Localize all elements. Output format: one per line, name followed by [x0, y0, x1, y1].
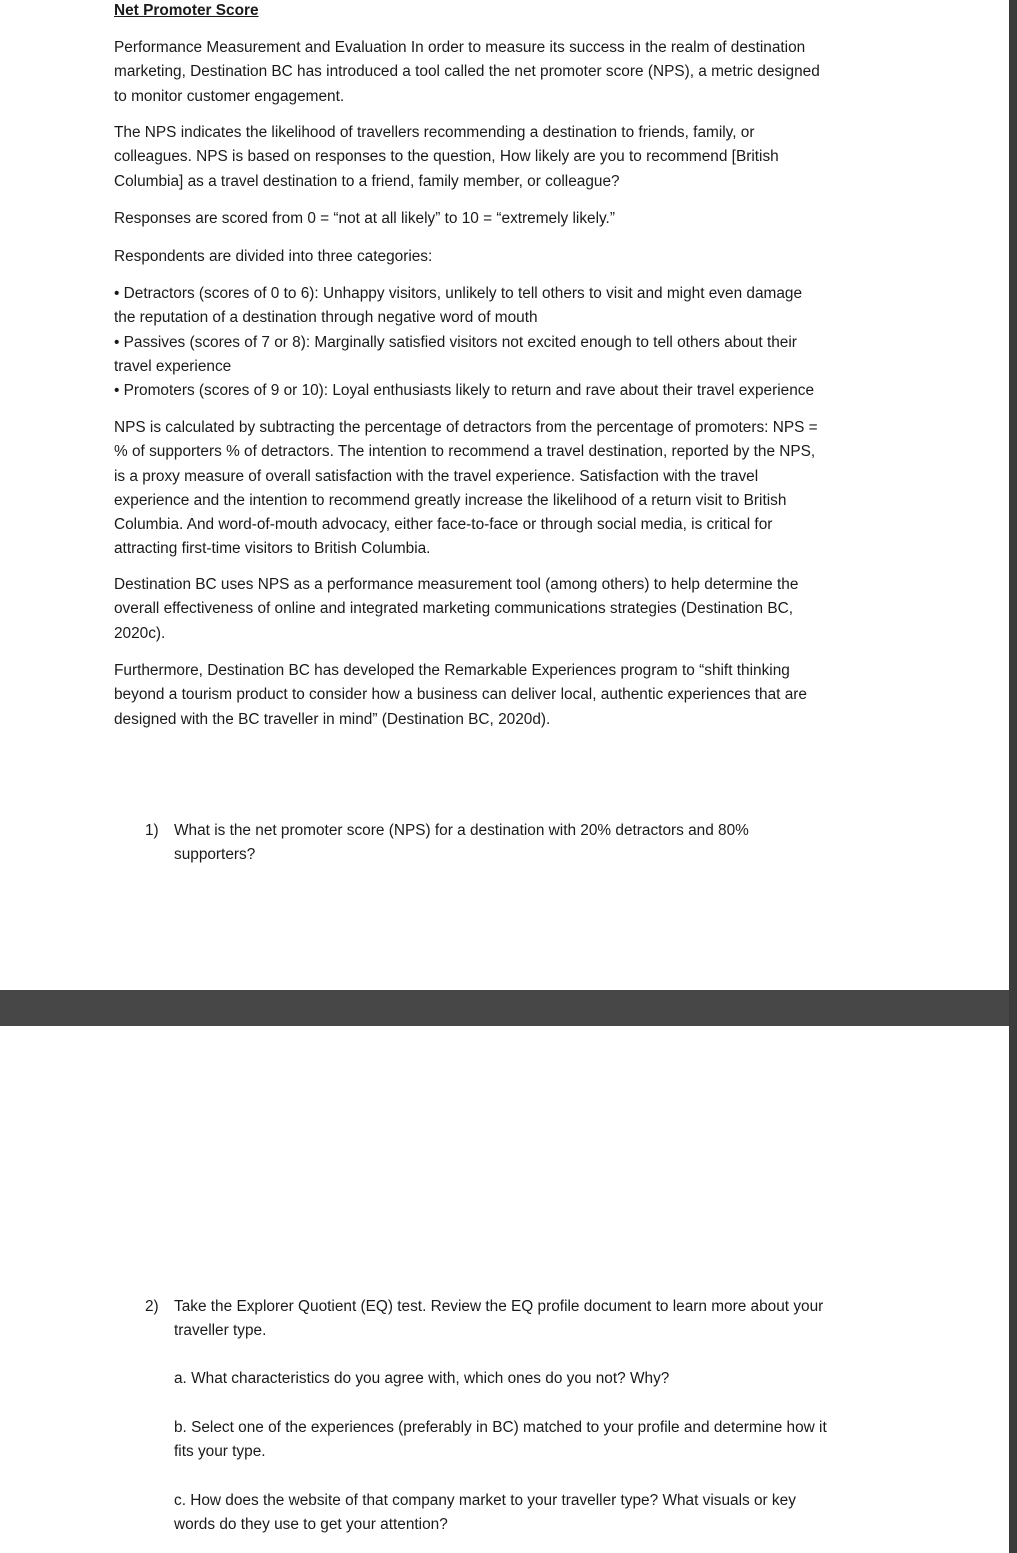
text-line: traveller type. — [174, 1322, 267, 1340]
question-2b — [174, 1416, 827, 1465]
question-2-text — [174, 1295, 823, 1344]
intro-paragraph — [114, 36, 889, 109]
list-item: the reputation of a destination through negative word of mouth — [114, 309, 538, 327]
text-line: Responses are scored from 0 = “not at all likely” to 10 = “extremely likely.” — [114, 210, 615, 227]
question-2-number: 2) — [145, 1298, 159, 1315]
text-line: designed with the BC traveller in mind” (Destination BC, 2020d). — [114, 710, 551, 728]
text-line: Columbia. And word-of-mouth advocacy, either face-to-face or through social media, is critical for — [114, 516, 773, 534]
list-item: travel experience — [114, 357, 232, 375]
text-line: words do they use to get your attention? — [174, 1516, 448, 1534]
list-item: • Detractors (scores of 0 to 6): Unhappy visitors, unlikely to tell others to visit and might even damage — [114, 285, 803, 302]
text-line: beyond a tourism product to consider how a business can deliver local, authentic experiences that are — [114, 686, 807, 704]
calculation-paragraph — [114, 416, 889, 562]
scoring-paragraph — [114, 207, 889, 231]
categories-list — [114, 282, 889, 403]
text-line: Performance Measurement and Evaluation In order to measure its success in the realm of destination — [114, 39, 806, 56]
text-line: Respondents are divided into three categories: — [114, 248, 433, 265]
text-line: supporters? — [174, 846, 256, 864]
text-line: What is the net promoter score (NPS) for a destination with 20% detractors and 80% — [174, 822, 749, 839]
text-line: Furthermore, Destination BC has developed the Remarkable Experiences program to “shift thinking — [114, 662, 790, 679]
text-line: The NPS indicates the likelihood of travellers recommending a destination to friends, family, or — [114, 124, 755, 141]
text-line: a. What characteristics do you agree with, which ones do you not? Why? — [174, 1370, 670, 1387]
text-line: marketing, Destination BC has introduced a tool called the net promoter score (NPS), a metric designed — [114, 63, 820, 81]
text-line: % of supporters % of detractors. The intention to recommend a travel destination, reported by the NPS, — [114, 443, 816, 461]
text-line: experience and the intention to recommend greatly increase the likelihood of a return visit to British — [114, 491, 787, 509]
text-line: Destination BC uses NPS as a performance measurement tool (among others) to help determine the — [114, 576, 799, 593]
text-line: colleagues. NPS is based on responses to the question, How likely are you to recommend [British — [114, 148, 779, 166]
text-line: overall effectiveness of online and integrated marketing communications strategies (Destination BC, — [114, 600, 793, 618]
text-line: is a proxy measure of overall satisfaction with the travel experience. Satisfaction with the travel — [114, 467, 759, 485]
remarkable-paragraph — [114, 659, 889, 732]
nps-definition-paragraph — [114, 121, 889, 194]
text-line: attracting first-time visitors to British Columbia. — [114, 540, 431, 558]
text-line: b. Select one of the experiences (preferably in BC) matched to your profile and determine how it — [174, 1419, 827, 1436]
categories-intro — [114, 245, 889, 269]
question-1-number: 1) — [145, 822, 159, 839]
question-2c — [174, 1489, 796, 1538]
text-line: NPS is calculated by subtracting the percentage of detractors from the percentage of promoters: NPS = — [114, 419, 818, 436]
question-1-text — [174, 819, 749, 868]
document-title: Net Promoter Score — [114, 2, 259, 19]
text-line: to monitor customer engagement. — [114, 87, 345, 105]
text-line: Take the Explorer Quotient (EQ) test. Review the EQ profile document to learn more about your — [174, 1298, 824, 1315]
list-item: • Passives (scores of 7 or 8): Marginally satisfied visitors not excited enough to tell others about their — [114, 333, 797, 351]
text-line: c. How does the website of that company market to your traveller type? What visuals or key — [174, 1492, 796, 1509]
text-line: 2020c). — [114, 624, 166, 642]
document-page-2 — [0, 1026, 1009, 1553]
list-item: • Promoters (scores of 9 or 10): Loyal enthusiasts likely to return and rave about their travel experience — [114, 382, 815, 400]
text-line: fits your type. — [174, 1443, 266, 1461]
question-2a — [174, 1367, 669, 1391]
viewer-edge — [1009, 0, 1017, 1553]
page-separator — [0, 990, 1017, 1026]
usage-paragraph — [114, 573, 889, 646]
text-line: Columbia] as a travel destination to a friend, family member, or colleague? — [114, 172, 620, 190]
